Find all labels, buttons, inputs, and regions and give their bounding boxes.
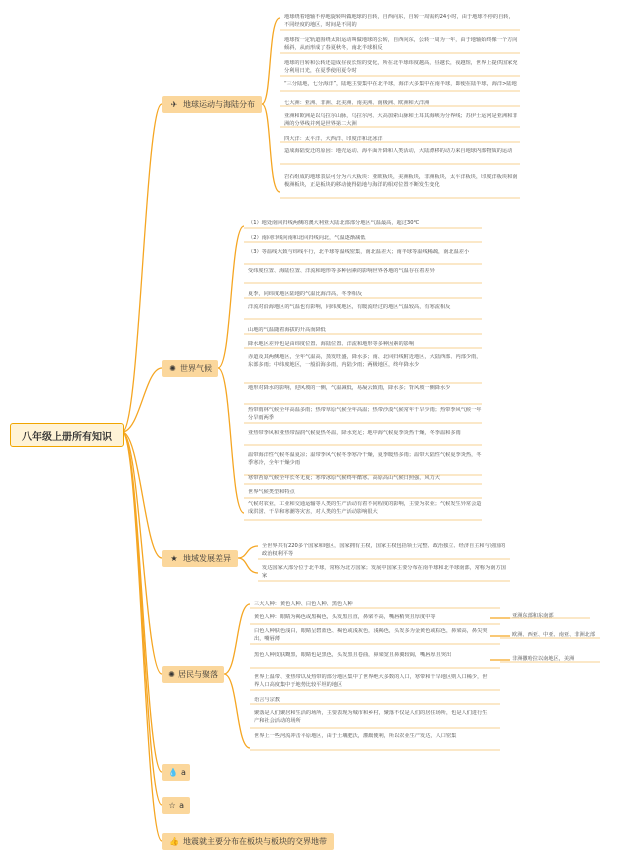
leaf-climate-10: 地形对降水的影响，迎风坡的一侧，气温减低，易凝云致雨，降水多；背风坡一侧降水少: [248, 385, 451, 391]
leaf-climate-1: （1）地处南回归线两侧的澳大利亚大陆北部部分地区气温最高，超过30℃: [248, 220, 420, 226]
leaf-climate-4: 受纬度位置、海陆位置、洋流和地形等多种因素的影响世界各地的气温存在着差异: [248, 268, 435, 274]
leaf-white-region: 欧洲、西亚、中亚、南亚、非洲北部: [512, 632, 596, 638]
leaf-black-region: 非洲撒哈拉以南地区，美洲: [512, 656, 575, 662]
leaf-climate-8: 降水地区差异也是由纬度位置、海陆位置、洋流和地形等多种因素的影响: [248, 341, 415, 347]
leaf-yellow-region: 亚洲东部和东南部: [512, 613, 554, 619]
pinwheel-icon: ✺: [168, 670, 175, 679]
leaf-climate-15: 世界气候类型和特点: [248, 489, 295, 495]
leaf-six-plates: 岩石组成的地球表层可分为六大板块：亚欧板块，美洲板块，非洲板块，太平洋板块，印度洋板块和南极洲板块，正是板块的移动使得陆地与海洋的相对位置不断发生变化: [284, 174, 518, 188]
leaf-seven-continents: 七大洲：亚洲、非洲、北美洲、南美洲、南极洲、欧洲和大洋洲: [284, 100, 430, 106]
leaf-climate-2: （2）南回归线向南和北回归线向北，气温逐渐减低: [248, 235, 366, 241]
bracket-climate: [218, 226, 244, 513]
bracket-people: [224, 604, 250, 748]
leaf-climate-16: 气候对农业，工业和交通运输等人类的生产活动有着不同程度的影响，主要为农业；气候发生异常会造成洪涝、干旱和寒潮等灾害，对人类的生产活动影响很大: [248, 501, 482, 515]
branch-earth-motion[interactable]: [162, 96, 262, 113]
leaf-climate-13: 温带海洋性气候冬温夏凉；温带季风气候冬季寒冷干燥，夏季暖热多雨；温带大陆性气候夏季炎热，冬季寒冷，全年干燥少雨: [248, 452, 482, 466]
branch-label: a: [180, 768, 186, 777]
plane-icon: ✈: [170, 100, 178, 109]
branch-earthquake-distribution[interactable]: [162, 833, 334, 850]
branch-regional-development[interactable]: [162, 550, 238, 567]
leaf-four-oceans: 四大洋：太平洋、大西洋、印度洋和北冰洋: [284, 136, 383, 142]
leaf-people-yellow: 黄色人种：眼睛为褐色或黑褐色，头发黑且直，鼻梁不高，嘴唇稍突且厚度中等: [254, 614, 436, 620]
branch-a-1[interactable]: [162, 764, 190, 781]
leaf-climate-11: 热带雨林气候全年高温多雨；热带草原气候全年高温；热带沙漠气候常年干旱少雨；热带季风气候一年分旱雨两季: [248, 407, 482, 421]
pinwheel-icon: ✺: [169, 364, 176, 373]
leaf-earth-rotation: 地球绕着地轴不停地旋转叫做地球的自转，自西向东，自转一周需约24小时，由于地球不停的自转，不同经度的地区，时间是不同的: [284, 14, 514, 28]
branch-label: 地域发展差异: [183, 554, 231, 563]
leaf-land-sea: “三分陆地，七分海洋”，陆地主要集中在北半球，海洋大多集中在南半球，即使在陆半球，海洋>陆地: [284, 81, 517, 87]
bracket-dev: [238, 546, 258, 573]
leaf-land-sea-change: 造成海陆变迁的原因：地壳运动、海平面升降和人类活动，大陆漂移的动力来自地球内部物质的运动: [284, 148, 513, 154]
branch-residents-settlements[interactable]: [162, 666, 224, 683]
leaf-climate-6: 洋流对沿海地区的气温也有影响，同纬度地区，有暖流经过的地区气温较高，有寒流相反: [248, 304, 451, 310]
star-icon: ★: [170, 554, 178, 563]
leaf-people-plains: 世界上一些河流冲击平原地区，由于土壤肥沃，灌溉便利，所以农业生产发达，人口密集: [254, 733, 457, 739]
branch-label: a: [179, 801, 184, 810]
leaf-people-black: 黑色人种皮肤黝黑，眼睛也是黑色，头发黑且卷曲，鼻梁宽且鼻翼较阔，嘴唇厚且突出: [254, 652, 452, 658]
leaf-asia-europe-boundary: 亚洲和欧洲是以乌拉尔山脉，乌拉尔河、大高加索山脉和土耳其海峡为分界线；苏伊士运河是亚洲和非洲的分界线并列是世界第二大洲: [284, 113, 518, 127]
leaf-people-settlement: 聚落是人们聚居和生活的场所，主要表现为城市和乡村，聚落不仅是人们的居住场所，也是人们进行生产和社会活动的场所: [254, 710, 488, 724]
leaf-dev-countries: 全世界共有220多个国家和地区，国家拥有主权，国家主权包括领土完整、政治独立、经济自主和与别国的政治权利平等: [262, 543, 506, 557]
branch-a-2[interactable]: [162, 797, 190, 814]
leaf-people-white: 白色人种肤色浅白，眼睛呈碧蓝色、褐色或浅灰色，浅褐色，头发多为金黄色或棕色，鼻梁高，鼻尖突出，嘴唇薄: [254, 628, 488, 642]
leaf-day-night: 地球的自转和公转还造成昼夜长短的变化，所在北半球纬度越高，昼越长，夜越短，世界上提供国家充分利用日光，在夏季使用夏令时: [284, 60, 518, 74]
branch-label: 世界气候: [180, 364, 212, 373]
droplet-icon: 💧: [168, 768, 178, 777]
bracket-earth: [262, 18, 280, 192]
branch-label: 地球运动与海陆分布: [183, 100, 255, 109]
leaf-climate-12: 亚热带季风和亚热带湿润气候夏热冬温，降水充足；地中海气候夏季炎热干燥，冬季温和多雨: [248, 430, 461, 436]
connector-root-climate: [122, 368, 162, 432]
leaf-people-language: 语言与宗教: [254, 697, 280, 703]
branch-label: 居民与聚落: [178, 670, 218, 679]
leaf-climate-5: 夏季，同纬度地区陆地的气温比海洋高，冬季相反: [248, 291, 363, 297]
thumb-icon: 👍: [169, 837, 179, 846]
leaf-dev-north-south: 发达国家大部分位于北半球，常称为北方国家；发展中国家主要分布在南半球和北半球南部，常称为南方国家: [262, 565, 506, 579]
branch-world-climate[interactable]: [162, 360, 218, 377]
leaf-climate-7: 山地的气温随着海拔的升高而降低: [248, 327, 326, 333]
leaf-people-races: 三大人种：黄色人种、白色人种、黑色人种: [254, 601, 353, 607]
leaf-climate-3: （3）等温线大致与纬线平行，北半球等温线密集，南北温差大；南半球等温线稀疏，南北温差小: [248, 249, 470, 255]
leaf-people-distribution: 世界上温带、亚热带以及热带的部分地区集中了世界绝大多数的人口，寒带和干旱地区则人口稀少，世界人口高度集中于地势比较平坦的地区: [254, 674, 488, 688]
leaf-earth-revolution: 地球按一定轨道围绕太阳运动叫做地球的公转，自西向东，公转一周为一年，由于地轴始终像一个方向倾斜，从而形成了春夏秋冬，南北半球相反: [284, 37, 518, 51]
branch-label: 地震就主要分布在板块与板块的交界地带: [183, 837, 327, 846]
leaf-climate-14: 寒带苔原气候全年长冬无夏；寒带冰原气候终年酷寒。高原高山气候日照强，风力大: [248, 475, 440, 481]
connector-root-earth: [122, 104, 162, 432]
leaf-climate-9: 赤道及其两侧地区，全年气温高，蒸发旺盛，降水多；南、北回归线附近地区，大陆西部、内部少雨，东部多雨；中纬度地区，一般沿海多雨，内陆少雨；两极地区，终年降水少: [248, 354, 482, 368]
root-node[interactable]: 八年级上册所有知识: [10, 423, 124, 447]
star-outline-icon: ☆: [168, 801, 176, 810]
